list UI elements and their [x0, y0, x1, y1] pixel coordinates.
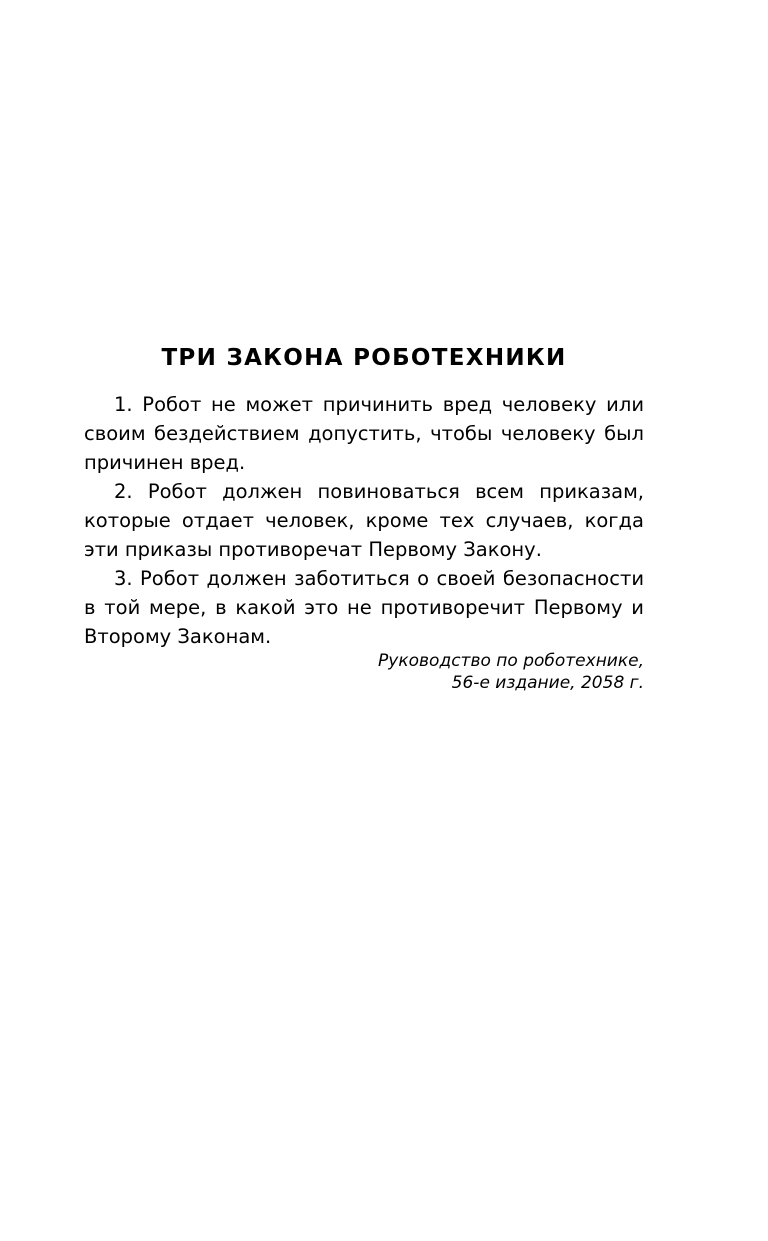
- source-line-2: 56-е издание, 2058 г.: [451, 673, 644, 693]
- laws-list: [84, 390, 644, 651]
- law-2: 2. Робот должен повиноваться всем приказам, которые отдает человек, кроме тех случаев, когда эти приказы противоречат Первому Закону.: [84, 480, 644, 561]
- source-line-1: Руководство по роботехнике,: [378, 651, 644, 671]
- source-citation: [378, 650, 644, 694]
- law-1: 1. Робот не может причинить вред человеку или своим бездействием допустить, чтобы человеку был причинен вред.: [84, 393, 644, 474]
- page-title: ТРИ ЗАКОНА РОБОТЕХНИКИ: [161, 345, 567, 371]
- law-3: 3. Робот должен заботиться о своей безопасности в той мере, в какой это не противоречит Первому и Второму Законам.: [84, 567, 644, 648]
